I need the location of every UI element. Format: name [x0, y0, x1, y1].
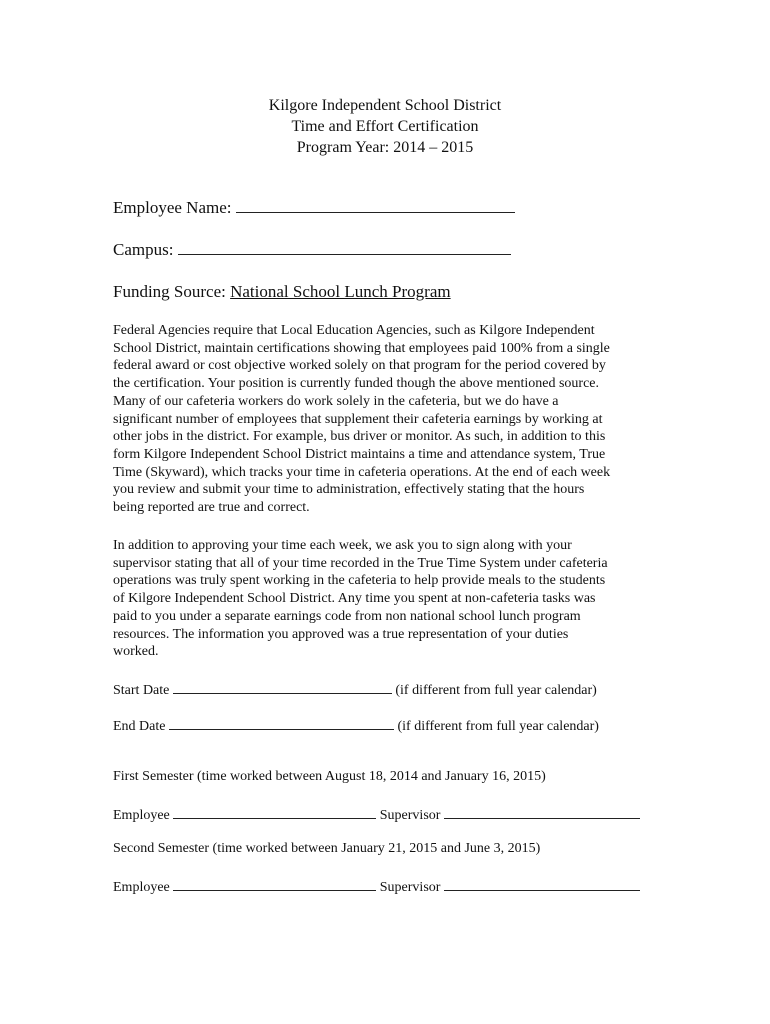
second-semester-signature-row	[113, 877, 640, 896]
funding-source-value: National School Lunch Program	[230, 282, 451, 301]
employee-name-label: Employee Name:	[113, 198, 232, 217]
paragraph-line: Many of our cafeteria workers do work solely in the cafeteria, but we do have a	[113, 393, 559, 409]
funding-source-label: Funding Source:	[113, 282, 226, 301]
paragraph-line: federal award or cost objective worked solely on that program for the period covered by	[113, 358, 606, 374]
employee-name-field[interactable]	[236, 198, 515, 213]
paragraph-line: being reported are true and correct.	[113, 500, 310, 516]
campus-field[interactable]	[178, 240, 511, 255]
paragraph-signing-explanation	[113, 537, 661, 661]
campus-label: Campus:	[113, 240, 174, 259]
funding-source-row	[113, 282, 451, 302]
end-date-row	[113, 716, 599, 735]
paragraph-line: worked.	[113, 644, 159, 660]
second-semester-employee-signature-field[interactable]	[173, 877, 376, 891]
paragraph-line: Time (Skyward), which tracks your time in cafeteria operations. At the end of each week	[113, 464, 611, 480]
paragraph-line: operations was truly spent working in the cafeteria to help provide meals to the students	[113, 573, 606, 589]
campus-row	[113, 240, 511, 260]
paragraph-line: Federal Agencies require that Local Education Agencies, such as Kilgore Independent	[113, 323, 595, 338]
program-year: Program Year: 2014 – 2015	[296, 139, 474, 156]
first-semester-heading: First Semester (time worked between August 18, 2014 and January 16, 2015)	[113, 769, 546, 784]
paragraph-line: In addition to approving your time each week, we ask you to sign along with your	[113, 538, 572, 553]
end-date-note: (if different from full year calendar)	[397, 719, 599, 734]
start-date-note: (if different from full year calendar)	[395, 683, 597, 698]
first-semester-supervisor-signature-field[interactable]	[444, 805, 640, 819]
employee-signature-label: Employee	[113, 880, 170, 895]
paragraph-line: resources. The information you approved was a true representation of your duties	[113, 626, 569, 642]
supervisor-signature-label: Supervisor	[379, 880, 441, 895]
paragraph-line: other jobs in the district. For example, bus driver or monitor. As such, in addition to this	[113, 429, 606, 445]
paragraph-line: the certification. Your position is currently funded though the above mentioned source.	[113, 376, 600, 392]
document-header	[0, 95, 770, 158]
district-name: Kilgore Independent School District	[268, 97, 502, 114]
paragraph-line: you review and submit your time to administration, effectively stating that the hours	[113, 482, 585, 498]
document-title: Time and Effort Certification	[291, 118, 479, 135]
second-semester-supervisor-signature-field[interactable]	[444, 877, 640, 891]
start-date-row	[113, 680, 597, 699]
paragraph-federal-requirements	[113, 322, 661, 517]
first-semester-employee-signature-field[interactable]	[173, 805, 376, 819]
paragraph-line: significant number of employees that supplement their cafeteria earnings by working at	[113, 411, 603, 427]
first-semester-signature-row	[113, 805, 640, 824]
paragraph-line: supervisor stating that all of your time recorded in the True Time System under cafeteria	[113, 555, 608, 571]
start-date-field[interactable]	[173, 680, 392, 694]
paragraph-line: form Kilgore Independent School District maintains a time and attendance system, True	[113, 446, 606, 462]
end-date-field[interactable]	[169, 716, 394, 730]
paragraph-line: School District, maintain certifications showing that employees paid 100% from a single	[113, 340, 610, 356]
paragraph-line: paid to you under a separate earnings code from non national school lunch program	[113, 608, 581, 624]
second-semester-heading: Second Semester (time worked between January 21, 2015 and June 3, 2015)	[113, 841, 541, 856]
start-date-label: Start Date	[113, 683, 170, 698]
employee-signature-label: Employee	[113, 808, 170, 823]
employee-name-row	[113, 198, 515, 218]
supervisor-signature-label: Supervisor	[379, 808, 441, 823]
paragraph-line: of Kilgore Independent School District. Any time you spent at non-cafeteria tasks was	[113, 591, 596, 607]
end-date-label: End Date	[113, 719, 166, 734]
